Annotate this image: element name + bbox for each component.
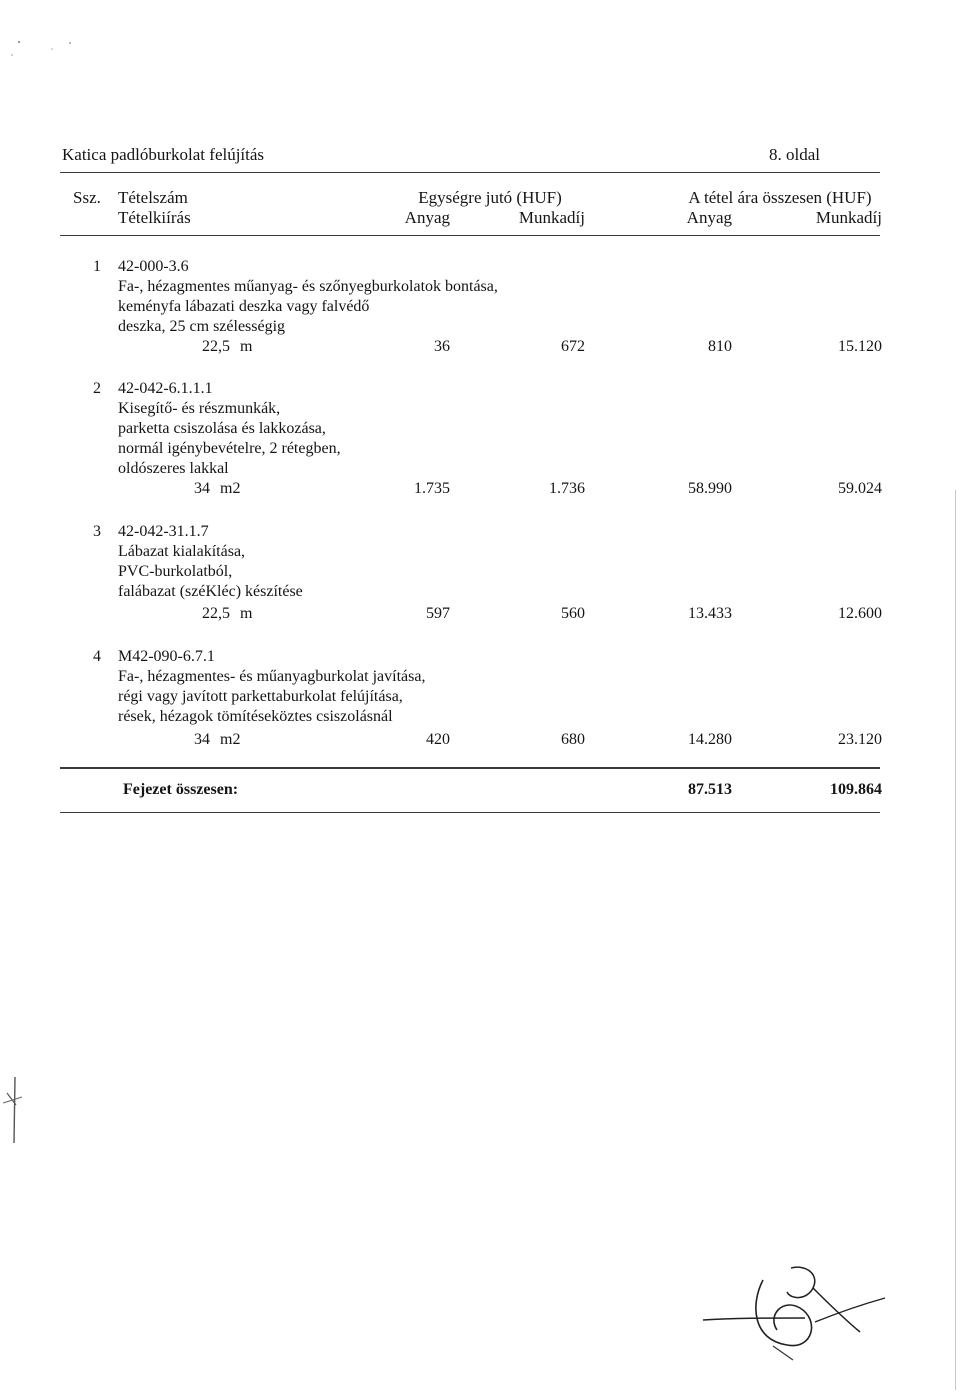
item-total-labor: 15.120 xyxy=(838,338,882,355)
item-unit-labor: 560 xyxy=(561,605,585,622)
item-unit-labor: 1.736 xyxy=(549,480,585,497)
item-total-labor: 59.024 xyxy=(838,480,882,497)
item-description-line: Fa-, hézagmentes műanyag- és szőnyegburkolatok bontása, xyxy=(118,278,498,295)
item-description-line: keményfa lábazati deszka vagy falvédő xyxy=(118,298,370,315)
item-description-line: oldószeres lakkal xyxy=(118,460,229,477)
item-number: 1 xyxy=(93,258,101,275)
item-unit-material: 420 xyxy=(426,731,450,748)
col-header-total-material: Anyag xyxy=(686,208,732,227)
item-quantity: 22,5 xyxy=(202,338,230,355)
item-unit: m2 xyxy=(220,480,241,497)
item-total-material: 58.990 xyxy=(688,480,732,497)
item-description-line: Lábazat kialakítása, xyxy=(118,543,246,560)
item-quantity: 34 xyxy=(194,480,210,497)
col-header-total-labor: Munkadíj xyxy=(815,208,882,227)
item-code: 42-042-6.1.1.1 xyxy=(118,380,213,397)
item-description-line: rések, hézagok tömítéseköztes csiszolásnál xyxy=(118,708,393,725)
item-unit: m xyxy=(240,338,253,355)
col-header-unit-labor: Munkadíj xyxy=(518,208,585,227)
item-unit-material: 1.735 xyxy=(414,480,450,497)
chapter-total-labor: 109.864 xyxy=(830,781,882,798)
page-number: 8. oldal xyxy=(769,145,820,164)
item-description-line: PVC-burkolatból, xyxy=(118,563,233,580)
item-description-line: régi vagy javított parkettaburkolat felújítása, xyxy=(118,688,403,705)
item-quantity: 34 xyxy=(194,731,210,748)
item-total-labor: 12.600 xyxy=(838,605,882,622)
chapter-total-label: Fejezet összesen: xyxy=(123,781,239,798)
col-header-tetelkiiras: Tételkiírás xyxy=(118,208,191,227)
item-description-line: deszka, 25 cm szélességig xyxy=(118,318,286,335)
item-quantity: 22,5 xyxy=(202,605,230,622)
signature-image xyxy=(695,1260,895,1370)
item-total-material: 810 xyxy=(708,338,732,355)
item-total-material: 13.433 xyxy=(688,605,732,622)
col-header-unit-price-group: Egységre jutó (HUF) xyxy=(418,188,562,207)
chapter-total-material: 87.513 xyxy=(688,781,732,798)
scan-edge-line xyxy=(955,490,956,1390)
item-number: 2 xyxy=(93,380,101,397)
item-number: 4 xyxy=(93,648,101,665)
col-header-tetelszam: Tételszám xyxy=(118,188,188,207)
summary-rule-top xyxy=(60,767,880,769)
item-code: M42-090-6.7.1 xyxy=(118,648,215,665)
col-header-ssz: Ssz. xyxy=(73,188,101,207)
item-description-line: falábazat (széKléc) készítése xyxy=(118,583,303,600)
header-rule-top xyxy=(60,172,880,173)
document-title: Katica padlóburkolat felújítás xyxy=(62,145,265,164)
item-description-line: Kisegítő- és részmunkák, xyxy=(118,400,281,417)
item-code: 42-042-31.1.7 xyxy=(118,523,209,540)
item-description-line: parketta csiszolása és lakkozása, xyxy=(118,420,326,437)
item-unit-material: 597 xyxy=(426,605,450,622)
item-unit-labor: 680 xyxy=(561,731,585,748)
item-code: 42-000-3.6 xyxy=(118,258,189,275)
item-number: 3 xyxy=(93,523,101,540)
item-total-material: 14.280 xyxy=(688,731,732,748)
item-unit-labor: 672 xyxy=(561,338,585,355)
item-unit: m xyxy=(240,605,253,622)
item-total-labor: 23.120 xyxy=(838,731,882,748)
item-description-line: normál igénybevételre, 2 rétegben, xyxy=(118,440,341,457)
col-header-unit-material: Anyag xyxy=(404,208,450,227)
col-header-total-group: A tétel ára összesen (HUF) xyxy=(688,188,872,207)
item-unit-material: 36 xyxy=(434,338,450,355)
header-rule-bottom xyxy=(60,235,880,236)
scan-mark xyxy=(0,1075,30,1145)
item-description-line: Fa-, hézagmentes- és műanyagburkolat javítása, xyxy=(118,668,426,685)
item-unit: m2 xyxy=(220,731,241,748)
summary-rule-bottom xyxy=(60,812,880,813)
scan-specks xyxy=(0,0,120,70)
